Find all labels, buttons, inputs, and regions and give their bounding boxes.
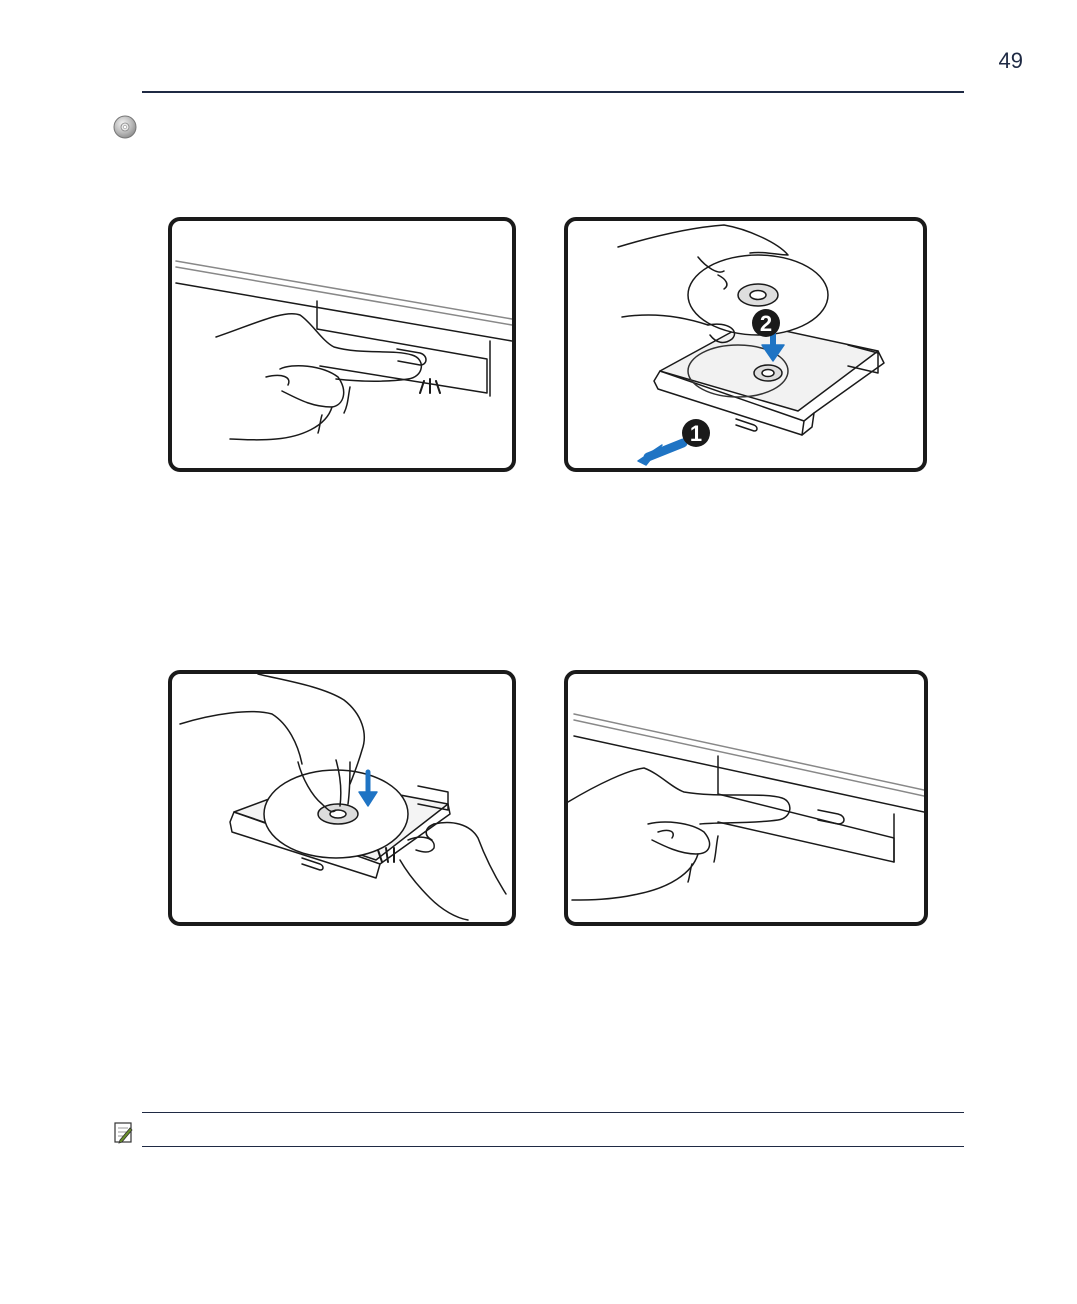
note-rule-top [142, 1112, 964, 1113]
illustration-close-tray [564, 670, 928, 926]
header-rule [142, 91, 964, 93]
illustration-press-eject [168, 217, 516, 472]
illustration-snap-disc [168, 670, 516, 926]
illustration-insert-disc [564, 217, 927, 472]
step-2-label: 2 [759, 311, 773, 336]
page-number: 49 [998, 48, 1023, 73]
step-1-label: 1 [689, 421, 703, 446]
cd-disc-icon [113, 115, 137, 139]
note-rule-bottom [142, 1146, 964, 1147]
note-pencil-icon [114, 1122, 134, 1144]
